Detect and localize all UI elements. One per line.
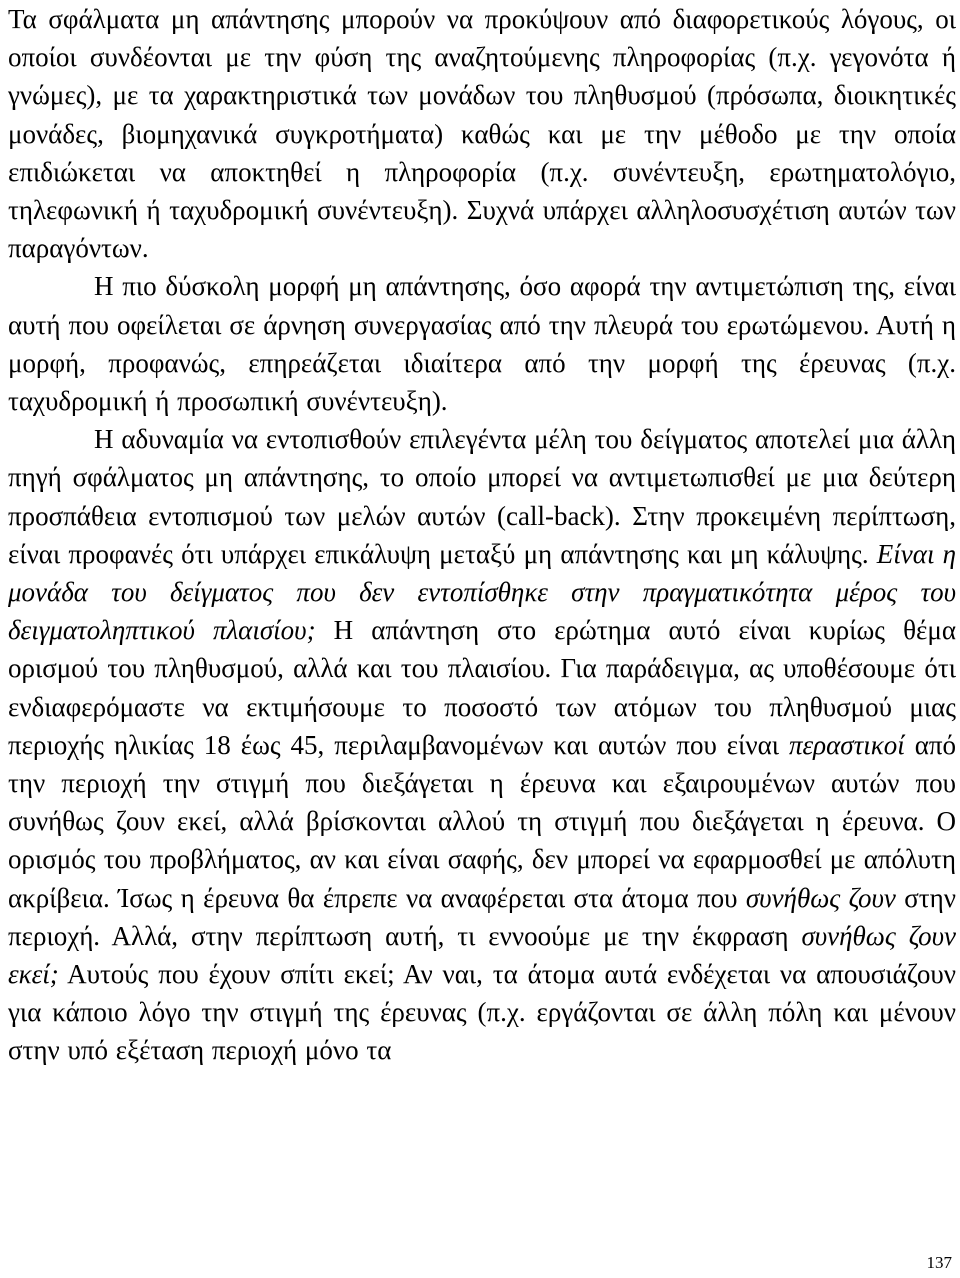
paragraph-3-part-4: στην περιοχή. Αλλά, στην περίπτωση αυτή, τι εννοούμε με την έκφραση: [8, 882, 956, 951]
paragraph-3-part-2: Η απάντηση στο ερώτημα αυτό είναι κυρίως θέμα ορισμού του πληθυσμού, αλλά και του πλαισίου. Για παράδειγμα, ας υποθέσουμε ότι ενδιαφερόμαστε να εκτιμήσουμε το ποσοστό των ατόμων του πληθυσμού μιας περιοχής ηλικίας 18 έως 45, περιλαμβανομένων και αυτών που είναι: [8, 615, 956, 760]
paragraph-not-located: [8, 420, 956, 1069]
paragraph-non-response-causes: [8, 0, 956, 267]
document-body: [8, 0, 956, 1070]
page-number: 137: [926, 1253, 952, 1272]
italic-usually-live-there: συνήθως ζουν εκεί;: [8, 920, 956, 990]
italic-question: Είναι η μονάδα του δείγματος που δεν εντοπίσθηκε στην πραγματικότητα μέρος του δειγματοληπτικού πλαισίου;: [8, 538, 957, 646]
paragraph-3-part-3: από την περιοχή την στιγμή που διεξάγεται η έρευνα και εξαιρουμένων αυτών που συνήθως ζουν εκεί, αλλά βρίσκονται αλλού τη στιγμή που διεξάγεται η έρευνα. Ο ορισμός του προβλήματος, αν και είναι σαφής, δεν μπορεί να εφαρμοσθεί με απόλυτη ακρίβεια. Ίσως η έρευνα θα έπρεπε να αναφέρεται στα άτομα που: [8, 729, 957, 913]
paragraph-3-part-5: Αυτούς που έχουν σπίτι εκεί; Αν ναι, τα άτομα αυτά ενδέχεται να απουσιάζουν για κάποιο λόγο την στιγμή της έρευνας (π.χ. εργάζονται σε άλλη πόλη και μένουν στην υπό εξέταση περιοχή μόνο τα: [8, 959, 956, 1066]
italic-usually-live: συνήθως ζουν: [745, 882, 896, 913]
italic-passersby: περαστικοί: [789, 729, 905, 760]
paragraph-2-text: Η πιο δύσκολη μορφή μη απάντησης, όσο αφορά την αντιμετώπιση της, είναι αυτή που οφείλεται σε άρνηση συνεργασίας από την πλευρά του ερωτώμενου. Αυτή η μορφή, προφανώς, επηρεάζεται ιδιαίτερα από την μορφή της έρευνας (π.χ. ταχυδρομική ή προσωπική συνέντευξη).: [8, 271, 956, 417]
paragraph-1-text: Τα σφάλματα μη απάντησης μπορούν να προκύψουν από διαφορετικούς λόγους, οι οποίοι συνδέονται με την φύση της αναζητούμενης πληροφορίας (π.χ. γεγονότα ή γνώμες), με τα χαρακτηριστικά των μονάδων του πληθυσμού (πρόσωπα, διοικητικές μονάδες, βιομηχανικά συγκροτήματα) καθώς και με την μέθοδο με την οποία επιδιώκεται να αποκτηθεί η πληροφορία (π.χ. συνέντευξη, ερωτηματολόγιο, τηλεφωνική ή ταχυδρομική συνέντευξη). Συχνά υπάρχει αλληλοσυσχέτιση αυτών των παραγόντων.: [8, 4, 956, 264]
paragraph-3-part-1: Η αδυναμία να εντοπισθούν επιλεγέντα μέλη του δείγματος αποτελεί μια άλλη πηγή σφάλματος μη απάντησης, το οποίο μπορεί να αντιμετωπισθεί με μια δεύτερη προσπάθεια εντοπισμού των μελών αυτών (call-back). Στην προκειμένη περίπτωση, είναι προφανές ότι υπάρχει επικάλυψη μεταξύ μη απάντησης και μη κάλυψης.: [8, 424, 956, 569]
paragraph-refusal: [8, 267, 956, 420]
